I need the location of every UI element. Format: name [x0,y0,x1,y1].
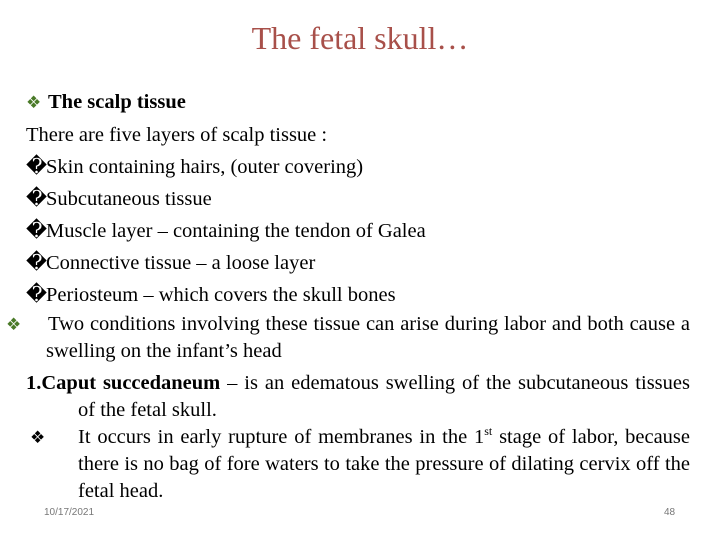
footer-date: 10/17/2021 [44,507,95,518]
conditions-text: Two conditions involving these tissue can arise during labor and both cause a swelling on the infant’s head [46,313,690,362]
slide-title: The fetal skull… [251,20,469,56]
missing-glyph-bullet-icon: � [26,188,48,210]
ordinal-suffix: st [484,424,493,439]
page-number: 48 [664,507,676,518]
diamond-bullet-icon: ❖ [26,93,42,112]
intro-text: There are five layers of scalp tissue : [26,124,328,146]
missing-glyph-bullet-icon: � [26,284,48,306]
caput-text: – is an edematous swelling of the subcutaneous tissues of the fetal skull. [78,372,690,421]
occurs-paragraph [26,424,690,505]
occurs-text-start: It occurs in early rupture of membranes in the 1 [78,426,485,448]
layer-text: Muscle layer – containing the tendon of Galea [46,220,426,242]
missing-glyph-bullet-icon: � [26,156,48,178]
caput-term: Caput succedaneum [41,372,221,394]
layer-text: Connective tissue – a loose layer [46,252,316,274]
diamond-bullet-icon: ❖ [6,315,22,334]
conditions-paragraph [6,311,690,365]
layer-item [26,279,690,311]
layer-item [26,215,690,247]
layer-item [26,183,690,215]
layer-text: Periosteum – which covers the skull bones [46,284,396,306]
caput-paragraph [26,370,690,424]
missing-glyph-bullet-icon: � [26,252,48,274]
missing-glyph-bullet-icon: � [26,220,48,242]
layer-text: Subcutaneous tissue [46,188,212,210]
layer-text: Skin containing hairs, (outer covering) [46,156,364,178]
caput-number: 1. [26,372,42,394]
layer-item [26,247,690,279]
occurs-text-end: stage of labor, because there is no bag of fore waters to take the pressure of dilating cervix off the fetal head. [78,426,691,502]
slide-body [6,86,691,505]
diamond-bullet-icon: ❖ [30,428,46,447]
scalp-heading-text: The scalp tissue [48,91,186,113]
layer-item [26,151,690,183]
scalp-heading [26,86,690,119]
